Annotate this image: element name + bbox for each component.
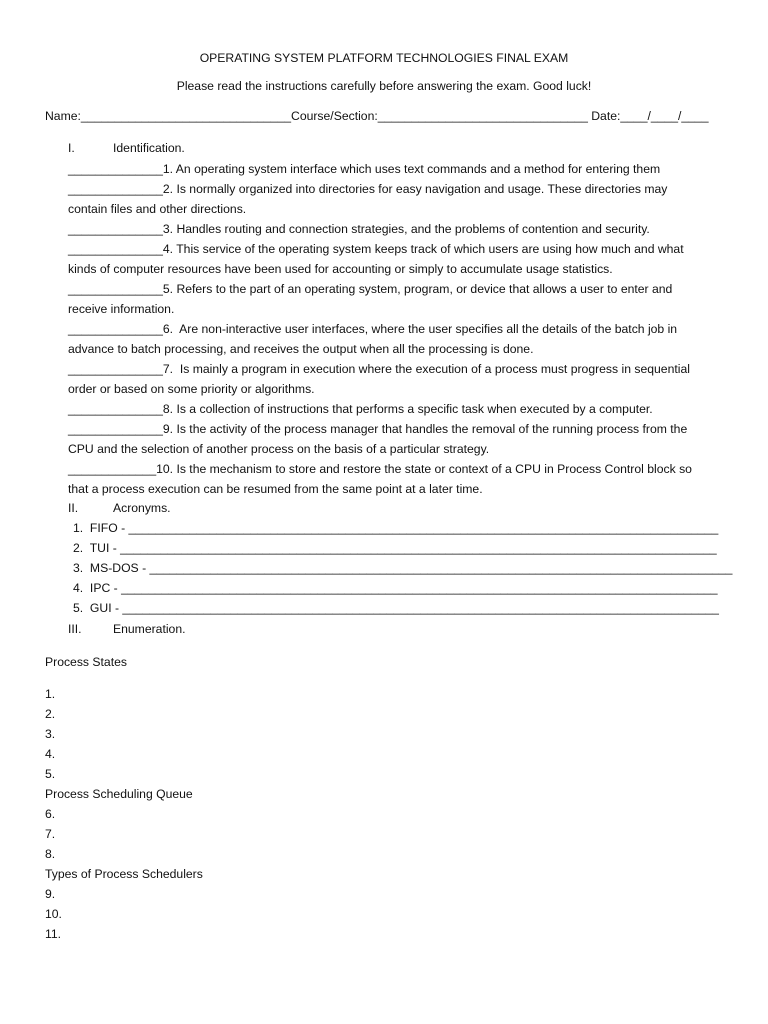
exam-instructions: Please read the instructions carefully before answering the exam. Good luck! — [176, 79, 592, 93]
enumeration-group-title: Process Scheduling Queue — [45, 787, 193, 801]
identification-line: ______________9. Is the activity of the process manager that handles the removal of the running process from the — [68, 422, 688, 436]
enumeration-item: 4. — [45, 747, 56, 761]
identification-line: contain files and other directions. — [68, 202, 247, 216]
section-1-heading: Identification. — [113, 141, 185, 155]
acronym-item: 4. IPC - ________________________________________________________________________________________ — [73, 581, 718, 595]
identification-line: advance to batch processing, and receives the output when all the processing is done. — [68, 342, 534, 356]
identification-line: _____________10. Is the mechanism to store and restore the state or context of a CPU in Process Control block so — [68, 462, 692, 476]
identification-line: ______________2. Is normally organized into directories for easy navigation and usage. These directories may — [68, 182, 668, 196]
student-info-line: Name:_______________________________Course/Section:_______________________________ Date:____/____/____ — [45, 109, 709, 123]
section-3-number: III. — [68, 622, 82, 636]
enumeration-group-title: Process States — [45, 655, 127, 669]
identification-line: CPU and the selection of another process on the basis of a particular strategy. — [68, 442, 490, 456]
enumeration-item: 11. — [45, 927, 62, 941]
identification-line: kinds of computer resources have been used for accounting or simply to accumulate usage statistics. — [68, 262, 613, 276]
identification-line: receive information. — [68, 302, 175, 316]
identification-line: order or based on some priority or algorithms. — [68, 382, 315, 396]
enumeration-item: 10. — [45, 907, 62, 921]
exam-title: OPERATING SYSTEM PLATFORM TECHNOLOGIES FINAL EXAM — [199, 51, 569, 65]
identification-line: ______________5. Refers to the part of an operating system, program, or device that allows a user to enter and — [68, 282, 673, 296]
section-3-heading: Enumeration. — [113, 622, 186, 636]
enumeration-item: 6. — [45, 807, 56, 821]
identification-line: ______________6. Are non-interactive user interfaces, where the user specifies all the details of the batch job in — [68, 322, 678, 336]
identification-line: that a process execution can be resumed from the same point at a later time. — [68, 482, 483, 496]
enumeration-item: 9. — [45, 887, 56, 901]
acronym-item: 1. FIFO - _______________________________________________________________________________________ — [73, 521, 719, 535]
identification-line: ______________7. Is mainly a program in execution where the execution of a process must progress in sequential — [68, 362, 690, 376]
enumeration-group-title: Types of Process Schedulers — [45, 867, 203, 881]
identification-line: ______________1. An operating system interface which uses text commands and a method for entering them — [68, 162, 661, 176]
identification-line: ______________3. Handles routing and connection strategies, and the problems of contention and security. — [68, 222, 650, 236]
enumeration-item: 1. — [45, 687, 56, 701]
acronym-item: 5. GUI - ________________________________________________________________________________________ — [73, 601, 719, 615]
enumeration-item: 3. — [45, 727, 56, 741]
enumeration-item: 2. — [45, 707, 56, 721]
section-2-number: II. — [68, 501, 79, 515]
enumeration-item: 8. — [45, 847, 56, 861]
identification-line: ______________8. Is a collection of instructions that performs a specific task when executed by a computer. — [68, 402, 653, 416]
acronym-item: 3. MS-DOS - ______________________________________________________________________________________ — [73, 561, 733, 575]
enumeration-item: 5. — [45, 767, 56, 781]
section-2-heading: Acronyms. — [113, 501, 171, 515]
enumeration-item: 7. — [45, 827, 56, 841]
section-1-number: I. — [68, 141, 75, 155]
identification-line: ______________4. This service of the operating system keeps track of which users are using how much and what — [68, 242, 684, 256]
acronym-item: 2. TUI - ________________________________________________________________________________________ — [73, 541, 717, 555]
